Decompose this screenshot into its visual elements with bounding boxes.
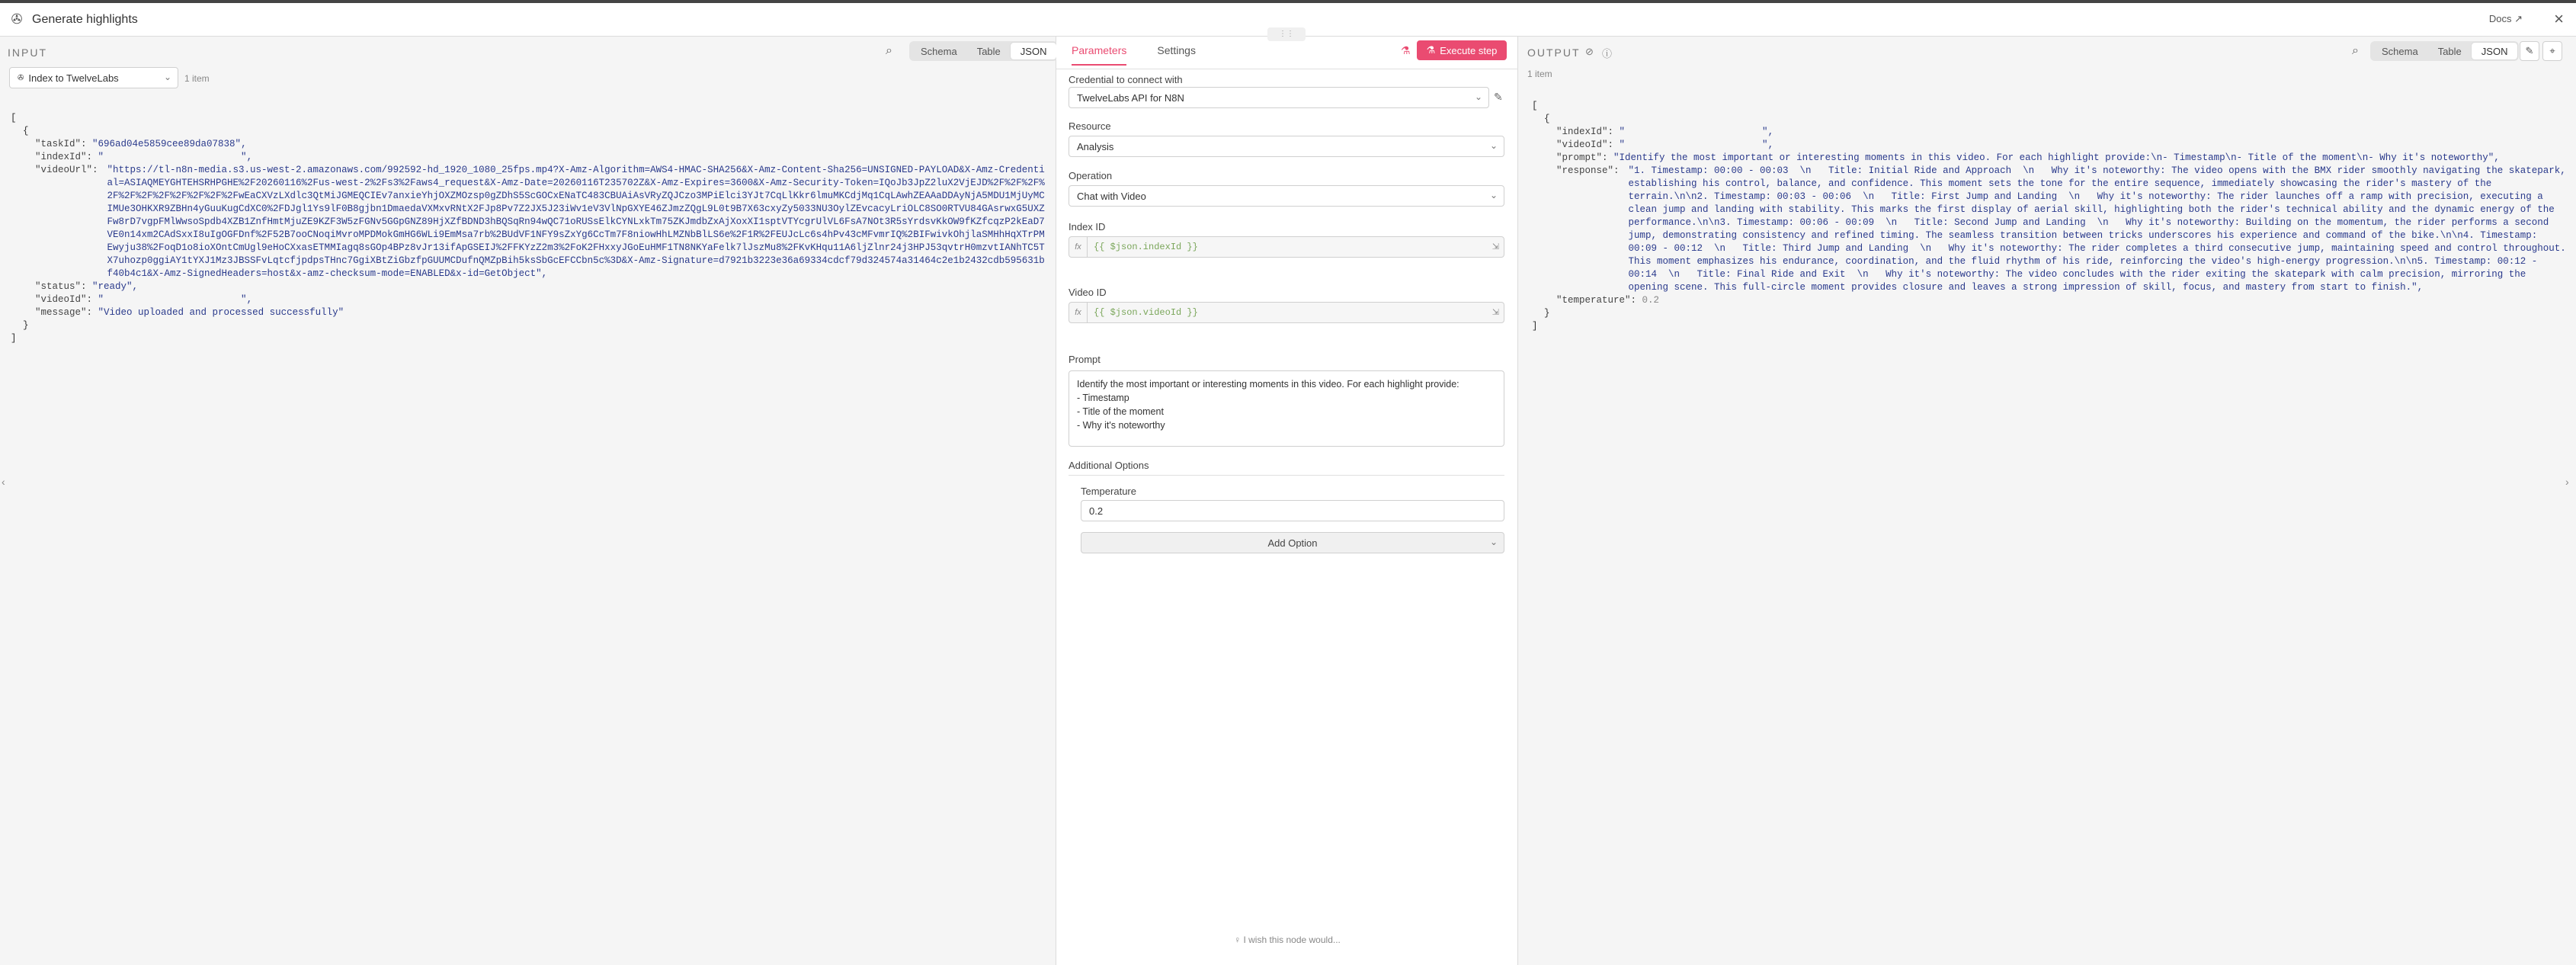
chevron-down-icon: ⌄ bbox=[1489, 190, 1498, 200]
input-json-view bbox=[11, 99, 1047, 371]
items-count: 1 item bbox=[184, 73, 210, 84]
execute-step-label: Execute step bbox=[1440, 44, 1498, 56]
flask-icon: ⚗ bbox=[1401, 44, 1411, 56]
resource-value: Analysis bbox=[1077, 140, 1114, 152]
json-key: "status": bbox=[35, 281, 87, 292]
json-bracket: ] bbox=[11, 333, 17, 344]
json-bracket: ] bbox=[1532, 321, 1538, 332]
divider bbox=[1069, 475, 1504, 476]
json-value: "696ad04e5859cee89da07838", bbox=[92, 139, 247, 149]
input-label: INPUT bbox=[8, 46, 47, 59]
expand-icon[interactable]: ⇲ bbox=[1491, 308, 1499, 317]
add-option-button[interactable] bbox=[1081, 532, 1504, 553]
output-actions bbox=[2520, 41, 2562, 61]
temperature-label: Temperature bbox=[1081, 486, 1136, 497]
video-id-label: Video ID bbox=[1069, 287, 1107, 298]
json-value: " ", bbox=[1619, 127, 1774, 137]
input-source-select[interactable] bbox=[9, 67, 178, 88]
tab-json[interactable]: JSON bbox=[1011, 43, 1057, 59]
json-value: "Identify the most important or interesting moments in this video. For each highlight provide:\n- Timestamp\n- Title of the moment\n- Why it's noteworthy", bbox=[1613, 152, 2500, 163]
input-source-value: Index to TwelveLabs bbox=[28, 72, 119, 84]
json-bracket: [ bbox=[11, 113, 17, 123]
tab-json[interactable]: JSON bbox=[2472, 43, 2518, 59]
fx-icon: fx bbox=[1069, 237, 1088, 257]
docs-label: Docs bbox=[2488, 13, 2512, 24]
chevron-down-icon: ⌄ bbox=[1474, 91, 1482, 102]
tab-table[interactable]: Table bbox=[2437, 46, 2462, 57]
docs-link[interactable] bbox=[2489, 13, 2523, 25]
output-items-count: 1 item bbox=[1527, 69, 1552, 79]
resource-select[interactable] bbox=[1069, 136, 1504, 157]
json-key: "videoUrl": bbox=[35, 165, 98, 175]
video-id-expression-value: {{ $json.videoId }} bbox=[1094, 307, 1198, 318]
resource-label: Resource bbox=[1069, 120, 1111, 132]
operation-value: Chat with Video bbox=[1077, 190, 1146, 202]
collapse-left-handle[interactable]: ‹ bbox=[2, 476, 5, 488]
operation-label: Operation bbox=[1069, 170, 1113, 181]
output-label: OUTPUT bbox=[1527, 46, 1581, 59]
pin-icon[interactable]: ⊘ bbox=[1585, 46, 1594, 57]
json-key: "videoId": bbox=[35, 294, 93, 305]
json-key: "indexId": bbox=[35, 152, 93, 162]
json-key: "videoId": bbox=[1556, 139, 1614, 150]
json-key: "taskId": bbox=[35, 139, 87, 149]
search-icon[interactable]: ⌕ bbox=[2352, 44, 2359, 57]
parameters-panel bbox=[1056, 30, 1518, 965]
credential-select[interactable] bbox=[1069, 87, 1489, 108]
edit-icon[interactable]: ✎ bbox=[2520, 41, 2539, 61]
chevron-down-icon: ⌄ bbox=[1489, 537, 1498, 547]
json-brace: { bbox=[23, 126, 29, 136]
drag-handle[interactable]: ⋮⋮ bbox=[1267, 27, 1306, 41]
credential-label: Credential to connect with bbox=[1069, 74, 1183, 85]
tab-table[interactable]: Table bbox=[976, 46, 1001, 57]
json-key: "response": bbox=[1556, 165, 1620, 176]
pin-data-icon[interactable]: ⌖ bbox=[2542, 41, 2562, 61]
json-key: "temperature": bbox=[1556, 295, 1637, 306]
flask-icon: ⚗ bbox=[1426, 44, 1436, 56]
index-id-expression-value: {{ $json.indexId }} bbox=[1094, 242, 1198, 252]
node-small-icon: ✇ bbox=[18, 73, 24, 82]
prompt-textarea[interactable]: Identify the most important or interesting moments in this video. For each highlight provide: - Timestamp - Title of the moment - Why it's noteworthy bbox=[1069, 370, 1504, 447]
input-panel bbox=[0, 37, 1056, 965]
lightbulb-icon: ♀ bbox=[1234, 935, 1242, 945]
json-value: " ", bbox=[98, 152, 253, 162]
feedback-label: I wish this node would... bbox=[1243, 935, 1341, 945]
pencil-icon[interactable]: ✎ bbox=[1494, 91, 1503, 103]
collapse-right-handle[interactable]: › bbox=[2565, 476, 2569, 488]
tab-settings[interactable]: Settings bbox=[1157, 44, 1196, 56]
chevron-down-icon: ⌄ bbox=[163, 72, 171, 82]
info-icon[interactable]: ⓘ bbox=[1602, 48, 1613, 59]
add-option-label: Add Option bbox=[1267, 537, 1318, 549]
fx-icon: fx bbox=[1069, 303, 1088, 322]
video-id-expression[interactable] bbox=[1069, 302, 1504, 323]
tab-schema[interactable]: Schema bbox=[921, 46, 957, 57]
json-key: "message": bbox=[35, 307, 93, 318]
operation-select[interactable] bbox=[1069, 185, 1504, 207]
close-icon[interactable]: × bbox=[2554, 9, 2564, 28]
temperature-value: 0.2 bbox=[1089, 505, 1104, 517]
json-value: " ", bbox=[98, 294, 253, 305]
node-title[interactable]: Generate highlights bbox=[32, 12, 138, 26]
execute-step-button[interactable] bbox=[1417, 40, 1507, 60]
json-value: "Video uploaded and processed successfully" bbox=[98, 307, 344, 318]
expand-icon[interactable]: ⇲ bbox=[1491, 242, 1499, 252]
additional-options-label: Additional Options bbox=[1069, 460, 1149, 471]
json-bracket: [ bbox=[1532, 101, 1538, 111]
chevron-down-icon: ⌄ bbox=[1489, 140, 1498, 151]
external-link-icon: ↗ bbox=[2514, 13, 2523, 24]
feedback-link[interactable] bbox=[1056, 935, 1518, 945]
output-view-tabs bbox=[2370, 41, 2519, 61]
search-icon[interactable]: ⌕ bbox=[886, 44, 892, 57]
json-value: "ready", bbox=[92, 281, 139, 292]
tab-parameters[interactable]: Parameters bbox=[1072, 44, 1126, 66]
json-value: "1. Timestamp: 00:00 - 00:03 \n Title: Initial Ride and Approach \n Why it's noteworthy: The video opens with the BMX rider smoothly navigating the skatepark, establishing his control, balance, and confidence. This moment sets the tone for the entire sequence, immediately showcasing the rider's mastery of the terrain.\n\n2. Timestamp: 00:03 - 00:06 \n Title: First Jump and Landing \n Why it's noteworthy: The rider launches off a ramp with precision, executing a clean jump and landing with stability. This marks the first display of aerial skill, highlighting both the rider's technical ability and the dynamic energy of the performance.\n\n3. Timestamp: 00:06 - 00:09 \n Title: Second Jump and Landing \n Why it's noteworthy: Building on the momentum, the rider performs a second jump, demonstrating consistency and refined timing. The seamless transition between tricks underscores his experience and command of the bike.\n\n4. Timestamp: 00:09 - 00:12 \n Title: Third Jump and Landing \n Why it's noteworthy: The rider completes a third consecutive jump, maintaining speed and control throughout. This moment emphasizes his endurance, coordination, and the fluid rhythm of his ride, reinforcing the video's high-energy progression.\n\n5. Timestamp: 00:12 - 00:14 \n Title: Final Ride and Exit \n Why it's noteworthy: The video concludes with the rider exiting the skatepark with calm precision, mirroring the opening scene. This full-circle moment provides closure and leaves a strong impression of skill, focus, and mastery from start to finish.", bbox=[1628, 165, 2572, 293]
output-json-view bbox=[1532, 87, 2572, 359]
json-value: " ", bbox=[1619, 139, 1774, 150]
input-view-tabs bbox=[909, 41, 1058, 61]
json-brace: { bbox=[1544, 114, 1550, 124]
json-brace: } bbox=[23, 320, 29, 331]
temperature-input[interactable] bbox=[1081, 500, 1504, 521]
output-panel bbox=[1518, 37, 2576, 965]
node-icon: ✇ bbox=[11, 11, 23, 27]
json-key: "indexId": bbox=[1556, 127, 1614, 137]
index-id-label: Index ID bbox=[1069, 221, 1106, 232]
json-brace: } bbox=[1544, 308, 1550, 319]
credential-value: TwelveLabs API for N8N bbox=[1077, 91, 1184, 104]
prompt-label: Prompt bbox=[1069, 354, 1101, 365]
json-value: 0.2 bbox=[1642, 295, 1660, 306]
tab-schema[interactable]: Schema bbox=[2382, 46, 2418, 57]
json-value: "https://tl-n8n-media.s3.us-west-2.amazonaws.com/992592-hd_1920_1080_25fps.mp4?X-Amz-Algorithm=AWS4-HMAC-SHA256&X-Amz-Content-Sha256=UNSIGNED-PAYLOAD&X-Amz-Credential=ASIAQMEYGHTEHSRHPGHE%2F20260116%2Fus-west-2%2Fs3%2Faws4_request&X-Amz-Date=20260116T235702Z&X-Amz-Expires=3600&X-Amz-Security-Token=IQoJb3JpZ2luX2VjEJD%2F%2F%2F%2F%2F%2F%2F%2F%2F%2F%2FwEaCXVzLXdlc3QtMiJGMEQCIEv7anxieYhjOXZMOzsp0gZDhS5ScGOCxENaTC483CBUAiAsVRyZQJCzo3MPiElci3YJt7CqLlKkr6lmuMKCdjMq1CqLAwhZEAAaDDAyNjA5MDU1MjUyMCIMUe3OHKXR9ZBHn4yGuuKugCdXC0%2FDJgl1Ys9lF0B8gjbn1DmaedaVXMxvRNtX2FJp8Pv7Z2JX5J23iWv1eV3VlNpGXYE46ZJmzZQgL9L0t9B7X63cxyZy5033NU3OylZEvcacyLriOLC8SO0RTVU84GAsrwxG5UXZFw8rD7vgpFMlWwsoSpdb4XZB1ZnfHmtMjuZE9KZF3W5zFGNv5GGpGNZ89HjXZfBDND3hBQSqRn94wQC71oRUSsElkCYNLxkTm75ZKJmdbZxAjXoxXI1sptVTYcgrUlVL6FsA7NOt3R5sYrdsvKkOW9fKZfcqzP2kEaD7VE0n14xm2CAdSxxI8uIgOGFDnf%2F52B7ooCNoqiMvroMPDMokGmHG6WLi9EmMsa7rb%2BUdVF1NFY9sZxYg6CcTm7F8niowHhLMZNbBlLS6e%2F1R%2FEUJcLc6s4hPv43cMFvmrIQ%2BIFwivkOhjlaSMHhHqXTrPMEwyju38%2FoqD1o8ioXOntCmUgl9eHoCXxasETMMIagq8sGOp4BPz8vJr13ifApGSEIJ%2FFKYzZ2m3%2FoK2FHxxyJGoEuHMF1TN8NKYaFelk7lJszMu8%2FKvKHqu11A6ljZlnr24j3HPJ53qvtrH0mzvtIANhTC5TX7uhozp0ggiAY1tYXJ1Mz3JBSSFvLqtcfjpdpsTHnc7GgiXBtZiGbzfpGUUMCDufnQMZpBih5ksSbGcEFCCbn5c%3D&X-Amz-Signature=d7921b3223e36a69334cdcf79d324574a31464c2e1b2432cdb595631bf40b4c1&X-Amz-SignedHeaders=host&x-amz-checksum-mode=ENABLED&x-id=GetObject", bbox=[107, 165, 1045, 279]
json-key: "prompt": bbox=[1556, 152, 1608, 163]
index-id-expression[interactable] bbox=[1069, 236, 1504, 258]
node-tabs bbox=[1072, 44, 1196, 66]
